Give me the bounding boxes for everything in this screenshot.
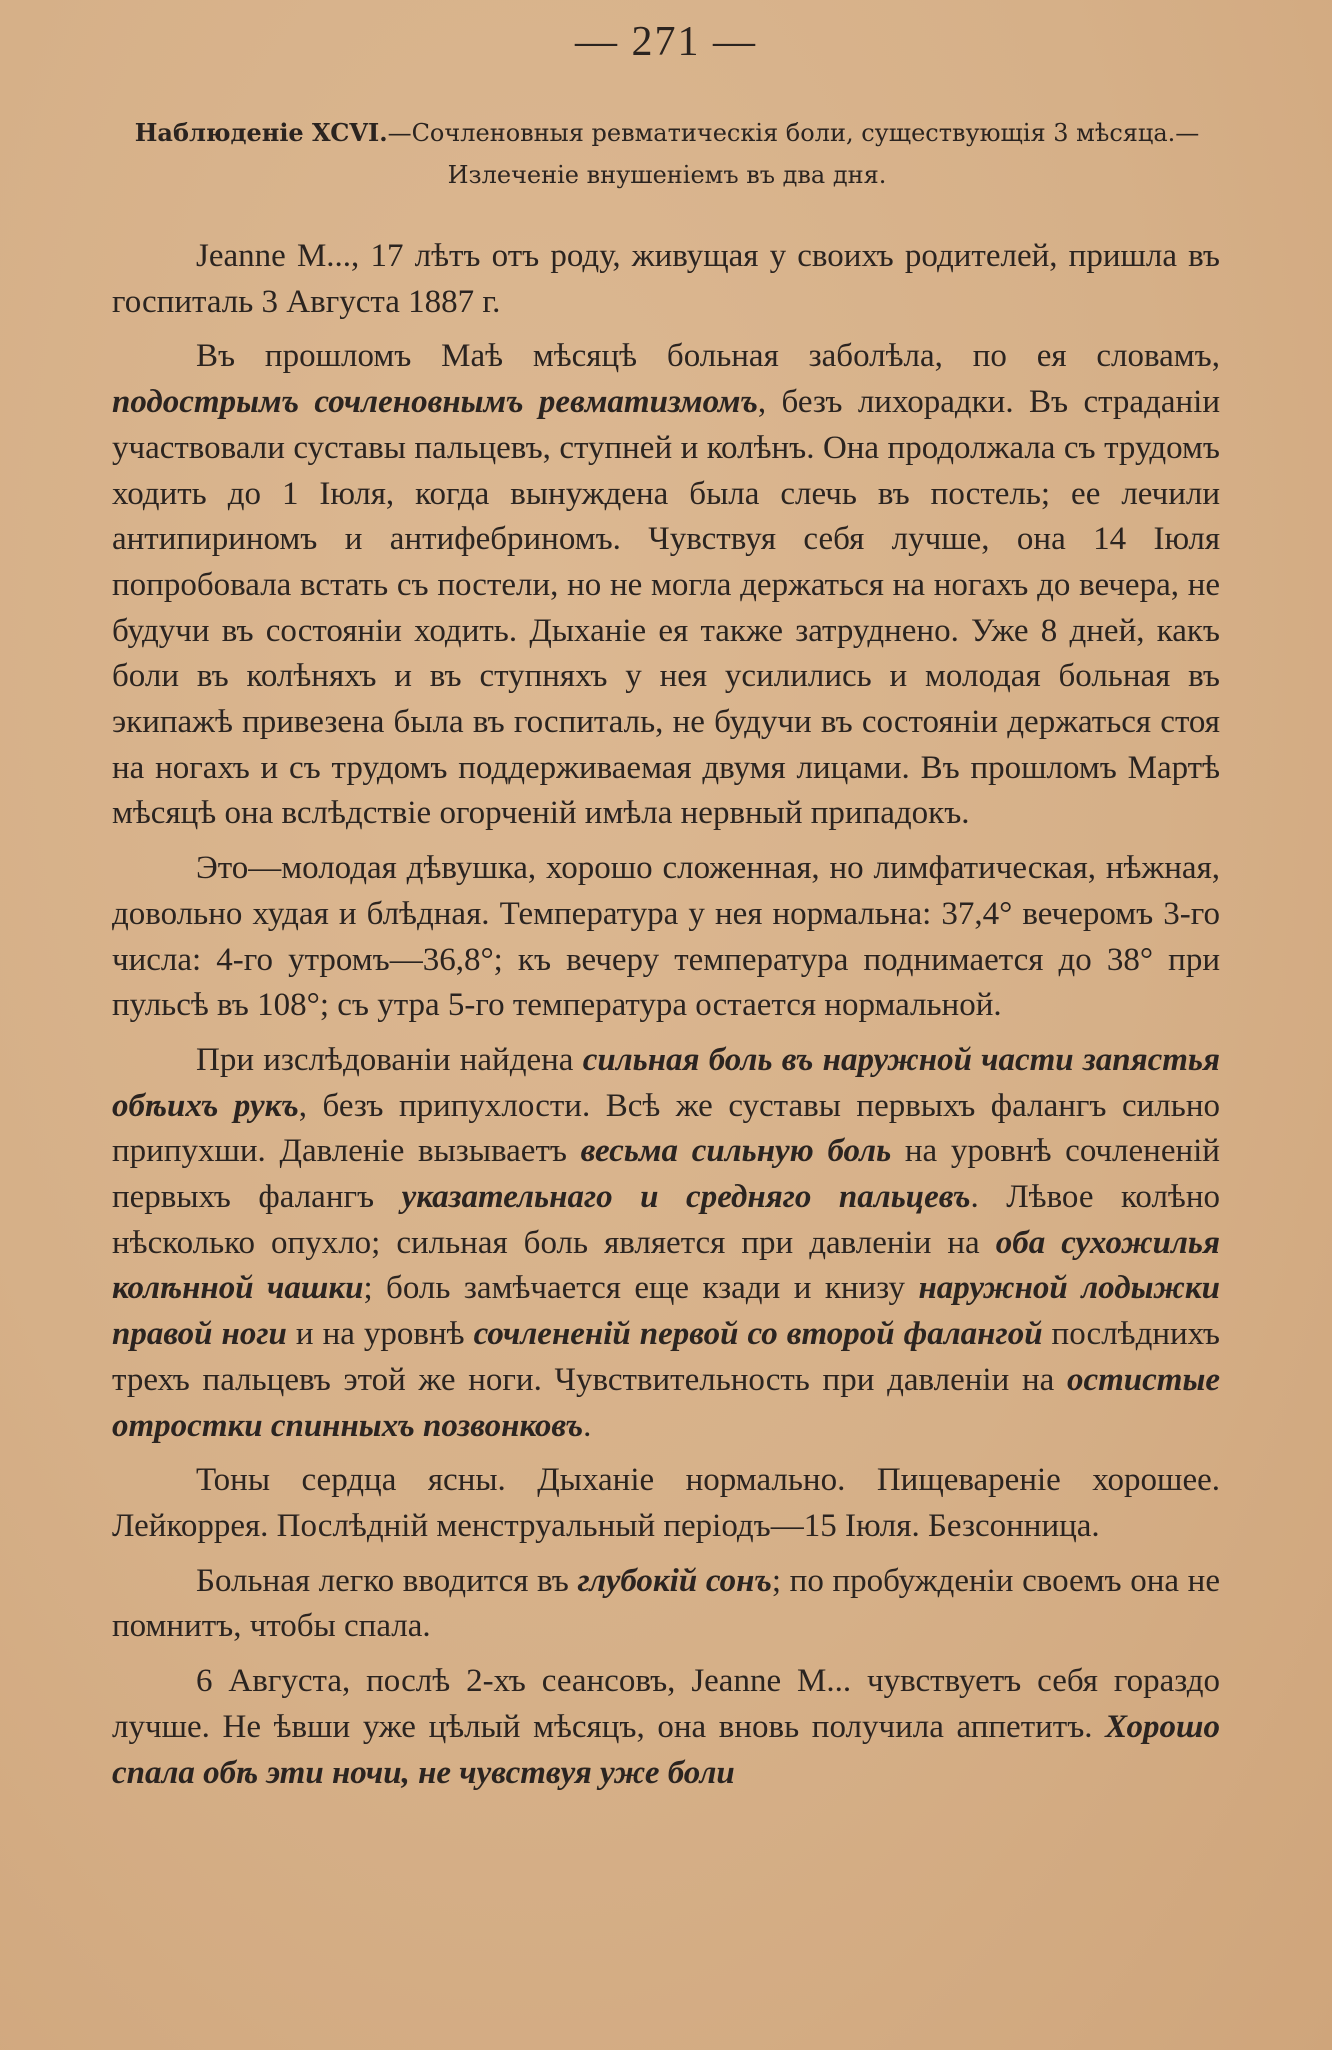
emphasis-text: весьма сильную боль <box>580 1133 892 1170</box>
paragraph-text: на уровнѣ сочлененій первыхъ фалангъ <box>112 1133 1220 1216</box>
paragraph-text: . Лѣвое колѣно нѣсколько опухло; сильная боль является при давленіи на <box>112 1179 1220 1261</box>
emphasis-text: глубокій сонъ <box>577 1562 772 1599</box>
paragraph <box>112 1038 1220 1449</box>
emphasis-text: сочлененій первой со второй фалангой <box>473 1316 1043 1353</box>
paragraph-text: Въ прошломъ Маѣ мѣсяцѣ больная заболѣла, по ея словамъ, <box>196 338 1220 375</box>
paragraph-text: , безъ припухлости. Всѣ же суставы первыхъ фалангъ сильно припухши. Давленіе вызываетъ <box>112 1087 1220 1170</box>
emphasis-text: Хорошо спала обѣ эти ночи, не чувствуя уже боли <box>112 1708 1220 1791</box>
paragraph <box>112 846 1220 1029</box>
paragraph <box>112 1458 1220 1549</box>
emphasis-text: указательнаго и средняго пальцевъ <box>401 1179 971 1216</box>
paragraph-text: При изслѣдованіи найдена <box>196 1041 583 1078</box>
paragraph-text: и на уровнѣ <box>286 1316 474 1353</box>
paragraph-text: послѣднихъ трехъ пальцевъ этой же ноги. Чувствительность при давленіи на <box>112 1316 1220 1398</box>
heading-line-2: Излеченіе внушеніемъ въ два дня. <box>447 161 887 189</box>
paragraph-text: Больная легко вводится въ <box>196 1562 578 1599</box>
paragraph-text: . <box>583 1407 592 1444</box>
paragraph-text: Это—молодая дѣвушка, хорошо сложенная, но лимфатическая, нѣжная, довольно худая и блѣдная. Температура у нея нормальна: 37,4° вечеромъ 3-го числа: 4-го утромъ—36,8°; къ вечеру температура поднимается до 38° при пульсѣ въ 108°; съ утра 5-го температура остается нормальной. <box>112 850 1220 1024</box>
paragraph <box>112 1559 1220 1650</box>
heading-title: Наблюденіе XCVI. <box>134 118 388 147</box>
observation-heading <box>112 112 1222 196</box>
paragraph <box>112 1659 1220 1796</box>
heading-subtitle: —Сочленовныя ревматическія боли, существующія 3 мѣсяца.— <box>387 119 1200 147</box>
paragraph-text: Тоны сердца ясны. Дыханіе нормально. Пищевареніе хорошее. Лейкоррея. Послѣдній менструальный періодъ—15 Іюля. Безсонница. <box>112 1462 1220 1544</box>
body-text <box>112 234 1220 1796</box>
emphasis-text: оба сухожилья колѣнной чашки <box>112 1224 1220 1307</box>
paragraph <box>112 234 1220 325</box>
paragraph-text: Jeanne M..., 17 лѣтъ отъ роду, живущая у своихъ родителей, пришла въ госпиталь 3 Августа 1887 г. <box>112 238 1220 320</box>
page-number: — 271 — <box>575 19 757 65</box>
paragraph-text: ; по пробужденіи своемъ она не помнитъ, чтобы спала. <box>112 1562 1220 1645</box>
paragraph-text: 6 Августа, послѣ 2-хъ сеансовъ, Jeanne M... чувствуетъ себя гораздо лучше. Не ѣвши уже цѣлый мѣсяцъ, она вновь получила аппетитъ. <box>112 1663 1220 1745</box>
emphasis-text: наружной лодыжки правой ноги <box>112 1270 1220 1353</box>
emphasis-text: сильная боль въ наружной части запястья обѣихъ рукъ <box>112 1041 1220 1124</box>
emphasis-text: подострымъ сочленовнымъ ревматизмомъ <box>112 384 758 421</box>
paragraph <box>112 334 1220 837</box>
heading-line-1 <box>112 112 1222 154</box>
paragraph-text: , безъ лихорадки. Въ страданіи участвовали суставы пальцевъ, ступней и колѣнъ. Она продолжала съ трудомъ ходить до 1 Іюля, когда вынуждена была слечь въ постель; ее лечили антипириномъ и антифебриномъ. Чувствуя себя лучше, она 14 Іюля попробовала встать съ постели, но не могла держаться на ногахъ до вечера, не будучи въ состояніи ходить. Дыханіе ея также затруднено. Уже 8 дней, какъ боли въ колѣняхъ и въ ступняхъ у нея усилились и молодая больная въ экипажѣ привезена была въ госпиталь, не будучи въ состояніи держаться стоя на ногахъ и съ трудомъ поддерживаемая двумя лицами. Въ прошломъ Мартѣ мѣсяцѣ она вслѣдствіе огорченій имѣла нервный припадокъ. <box>112 384 1221 832</box>
emphasis-text: остистые отростки спинныхъ позвонковъ <box>112 1361 1220 1444</box>
paragraph-text: ; боль замѣчается еще кзади и книзу <box>363 1270 919 1307</box>
